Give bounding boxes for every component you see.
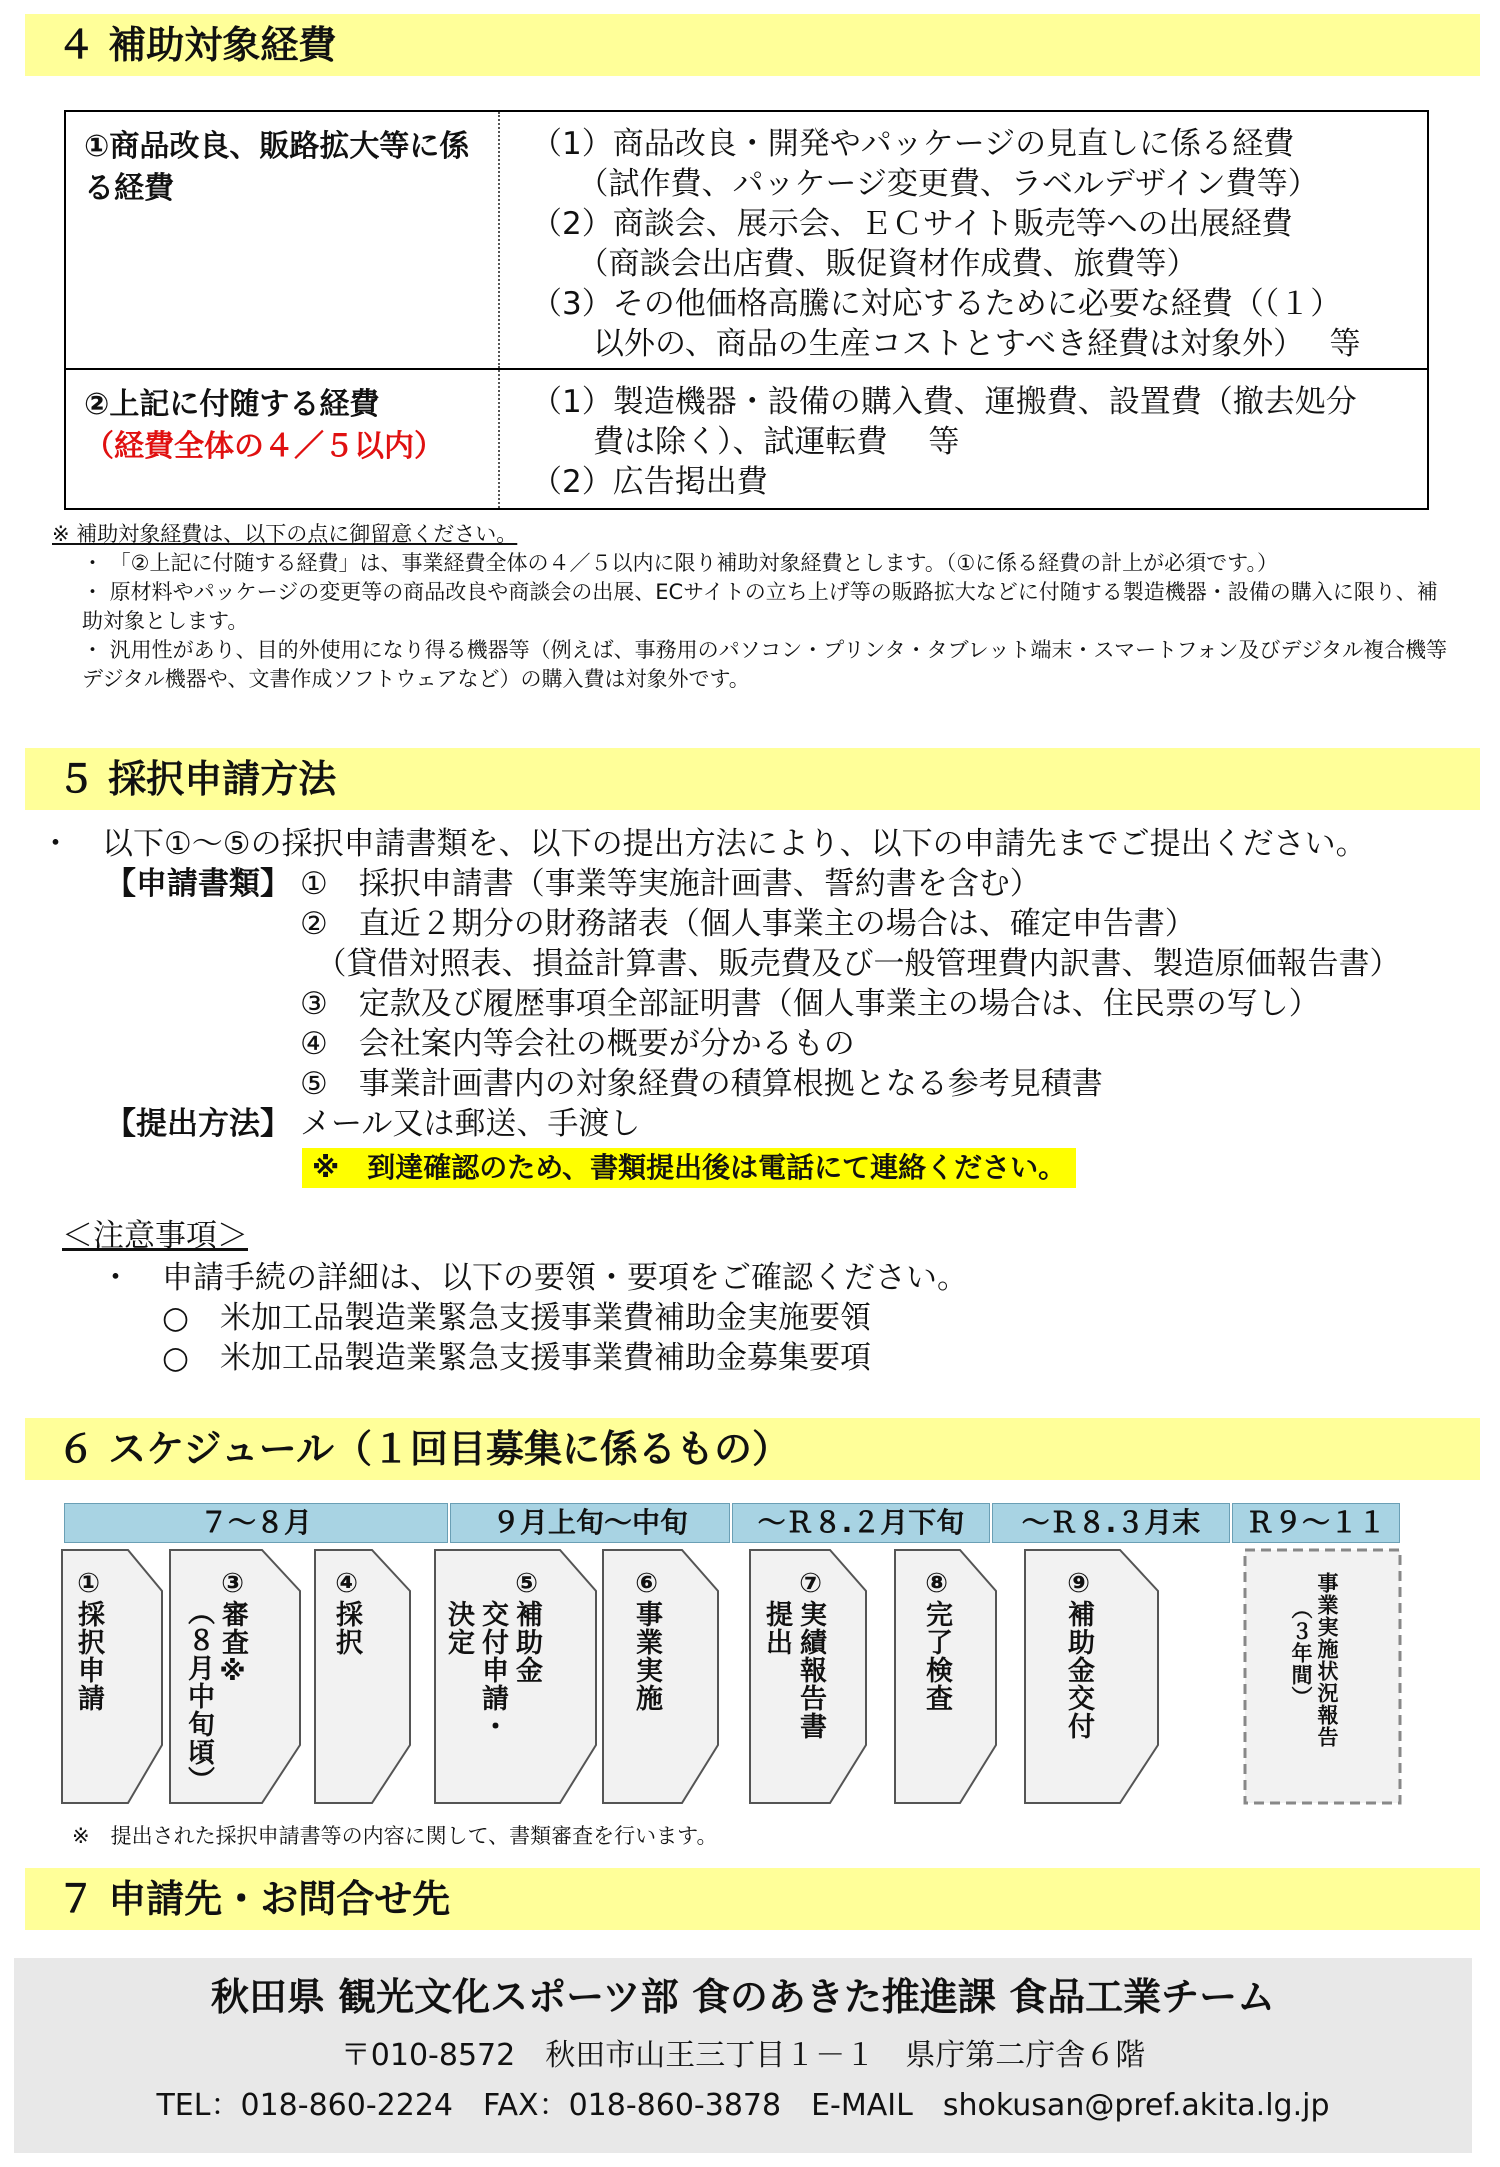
doc-item: ② 直近２期分の財務諸表（個人事業主の場合は、確定申告書） [300, 906, 1196, 942]
period-feb: ～Ｒ８.２月下旬 [732, 1503, 990, 1543]
cost-row-label [84, 384, 484, 468]
cost-notes [52, 520, 1452, 694]
section-4-heading: ４ 補助対象経費 [25, 14, 1480, 76]
cost-row-equipment [66, 370, 1427, 508]
period-jul-aug: ７～８月 [64, 1503, 448, 1543]
caution-intro: ・ 申請手続の詳細は、以下の要領・要項をご確認ください。 [100, 1260, 968, 1296]
notes-header: ※ 補助対象経費は、以下の点に御留意ください。 [52, 522, 518, 546]
cost-line: （2）商談会、展示会、ＥＣサイト販売等への出展経費 [531, 206, 1293, 242]
sec5-intro: ・ 以下①～⑤の採択申請書類を、以下の提出方法により、以下の申請先までご提出ください。 [40, 826, 1367, 862]
cost-line: 費は除く）、試運転費 等 [531, 424, 960, 460]
step-3: ③審査※ （８月中旬頃） [183, 1568, 248, 1794]
cost-row-label-limit: （経費全体の４／５以内） [84, 429, 444, 464]
section-6-heading: ６ スケジュール（１回目募集に係るもの） [25, 1418, 1480, 1480]
cost-line: （1）製造機器・設備の購入費、運搬費、設置費（撤去処分 [531, 384, 1357, 420]
section-7-heading: ７ 申請先・お問合せ先 [25, 1868, 1480, 1930]
period-mar: ～Ｒ８.３月末 [992, 1503, 1230, 1543]
cost-line: 以外の、商品の生産コストとすべき経費は対象外） 等 [531, 326, 1361, 362]
doc-item: ③ 定款及び履歴事項全部証明書（個人事業主の場合は、住民票の写し） [300, 986, 1320, 1022]
step-7: ⑦実績報告書 提出 [761, 1568, 826, 1740]
schedule-note: ※ 提出された採択申請書等の内容に関して、書類審査を行います。 [72, 1824, 718, 1848]
doc-item: （貸借対照表、損益計算書、販売費及び一般管理費内訳書、製造原価報告書） [300, 946, 1401, 982]
cost-row-product [66, 112, 1427, 370]
caution-item: ○ 米加工品製造業緊急支援事業費補助金実施要領 [162, 1300, 872, 1336]
cost-row-label-main: ②上記に付随する経費 [84, 387, 380, 422]
cost-row-detail [531, 124, 1421, 364]
doc-item: ⑤ 事業計画書内の対象経費の積算根拠となる参考見積書 [300, 1066, 1103, 1102]
period-r9-11: Ｒ９～１１ [1232, 1503, 1400, 1543]
contact-box [14, 1958, 1472, 2153]
caution-title: ＜注意事項＞ [62, 1218, 248, 1254]
cost-line: （2）広告掲出費 [531, 464, 768, 500]
doc-item: ① 採択申請書（事業等実施計画書、誓約書を含む） [300, 866, 1041, 902]
contact-address: 〒010-8572 秋田市山王三丁目１－１ 県庁第二庁舎６階 [340, 2038, 1146, 2073]
highlight-notice: ※ 到達確認のため、書類提出後は電話にて連絡ください。 [302, 1148, 1076, 1188]
doc-item: ④ 会社案内等会社の概要が分かるもの [300, 1026, 855, 1062]
note-item: ・ 汎用性があり、目的外使用になり得る機器等（例えば、事務用のパソコン・プリンタ・タブレット端末・スマートフォン及びデジタル複合機等デジタル機器や、文書作成ソフトウェアなど）の購入費は対象外です。 [82, 638, 1448, 691]
method-value: メール又は郵送、手渡し [300, 1106, 641, 1142]
step-5: ⑤補助金 交付申請・ 決定 [443, 1568, 542, 1740]
step-1: ①採択申請 [73, 1568, 104, 1712]
cost-table [64, 110, 1429, 510]
step-9: ⑨補助金交付 [1063, 1568, 1094, 1740]
cost-line: （商談会出店費、販促資材作成費、旅費等） [531, 246, 1198, 282]
step-8: ⑧完了検査 [921, 1568, 952, 1712]
caution-list [100, 1258, 1400, 1378]
docs-list [300, 864, 1490, 1104]
cost-line: （3）その他価格高騰に対応するために必要な経費（（１） [531, 286, 1342, 322]
docs-label: 【申請書類】 [105, 866, 291, 902]
cost-line: （試作費、パッケージ変更費、ラベルデザイン費等） [531, 166, 1319, 202]
period-sep: ９月上旬～中旬 [450, 1503, 730, 1543]
caution-item: ○ 米加工品製造業緊急支援事業費補助金募集要項 [162, 1340, 872, 1376]
section-5-heading: ５ 採択申請方法 [25, 748, 1480, 810]
contact-org: 秋田県 観光文化スポーツ部 食のあきた推進課 食品工業チーム [210, 1975, 1276, 2019]
step-4: ④採択 [331, 1568, 362, 1656]
method-label: 【提出方法】 [105, 1106, 291, 1142]
step-6: ⑥事業実施 [631, 1568, 662, 1712]
contact-phone-email: TEL：018-860-2224 FAX：018-860-3878 E-MAIL shokusan@pref.akita.lg.jp [156, 2088, 1330, 2123]
note-item: ・ 「②上記に付随する経費」は、事業経費全体の４／５以内に限り補助対象経費とします。（①に係る経費の計上が必須です。） [82, 551, 1278, 575]
step-final: 事業実施状況報告 （３年間） [1289, 1572, 1339, 1748]
cost-row-label: ①商品改良、販路拡大等に係る経費 [84, 129, 470, 206]
note-item: ・ 原材料やパッケージの変更等の商品改良や商談会の出展、ECサイトの立ち上げ等の販路拡大などに付随する製造機器・設備の購入に限り、補助対象とします。 [82, 580, 1438, 633]
cost-row-detail [531, 382, 1421, 502]
cost-line: （1）商品改良・開発やパッケージの見直しに係る経費 [531, 126, 1295, 162]
